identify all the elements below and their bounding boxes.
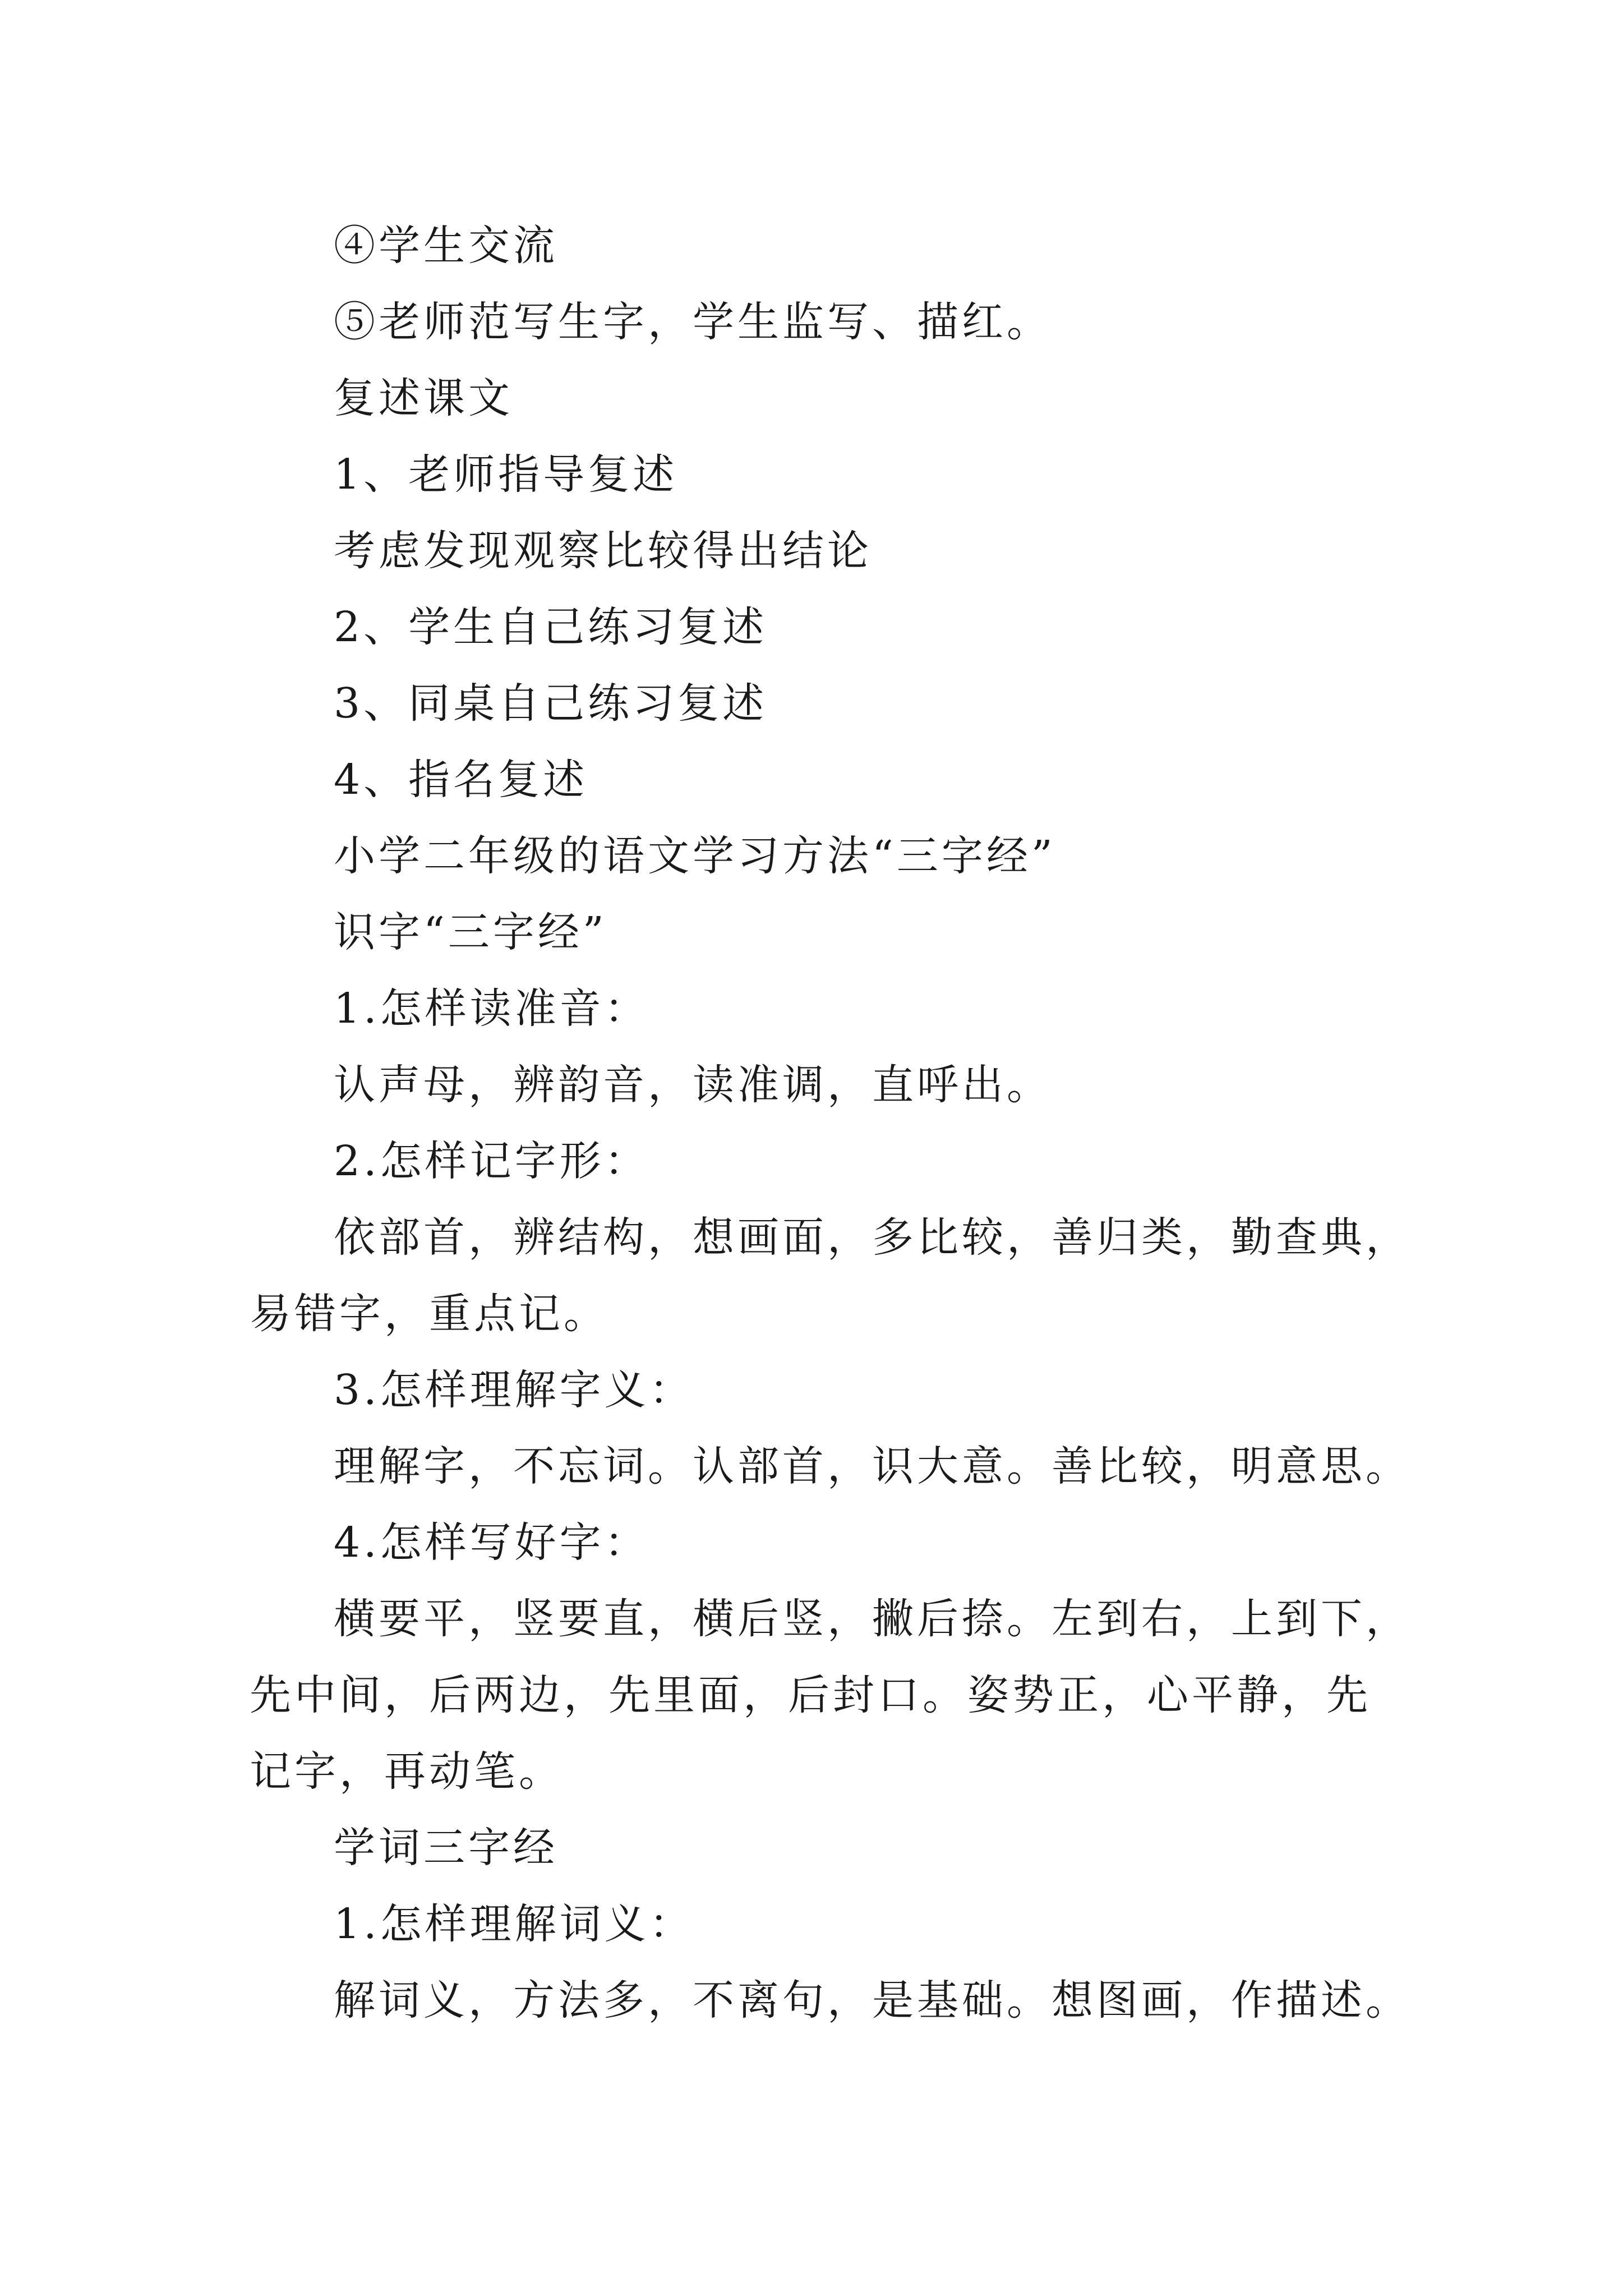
paragraph: 理解字，不忘词。认部首，识大意。善比较，明意思。 [334, 1442, 1410, 1490]
section-heading: 小学二年级的语文学习方法“三字经” [334, 832, 1056, 880]
paragraph: 2、学生自己练习复述 [334, 603, 768, 651]
paragraph: 1、老师指导复述 [334, 450, 678, 499]
paragraph: ④学生交流 [334, 222, 558, 270]
paragraph: 3、同桌自己练习复述 [334, 679, 768, 728]
paragraph: 解词义，方法多，不离句，是基础。想图画，作描述。 [334, 1976, 1410, 2024]
document-body [250, 208, 1410, 2039]
paragraph: ⑤老师范写生字，学生监写、描红。 [334, 298, 1052, 346]
section-heading: 学词三字经 [334, 1824, 558, 1872]
paragraph: 1.怎样读准音： [334, 984, 649, 1033]
paragraph: 依部首，辨结构，想画面，多比较，善归类，勤查典，易错字，重点记。 [250, 1213, 1410, 1338]
section-heading: 复述课文 [334, 374, 513, 422]
paragraph: 认声母，辨韵音，读准调，直呼出。 [334, 1061, 1052, 1109]
paragraph: 2.怎样记字形： [334, 1137, 649, 1185]
paragraph: 横要平，竖要直，横后竖，撇后捺。左到右，上到下，先中间，后两边，先里面，后封口。姿势正，心平静，先记字，再动笔。 [250, 1595, 1410, 1796]
paragraph: 4、指名复述 [334, 756, 588, 804]
paragraph: 1.怎样理解词义： [334, 1900, 694, 1948]
paragraph: 考虑发现观察比较得出结论 [334, 527, 872, 575]
section-heading: 识字“三字经” [334, 908, 607, 956]
paragraph: 3.怎样理解字义： [334, 1366, 694, 1414]
paragraph: 4.怎样写好字： [334, 1519, 649, 1567]
